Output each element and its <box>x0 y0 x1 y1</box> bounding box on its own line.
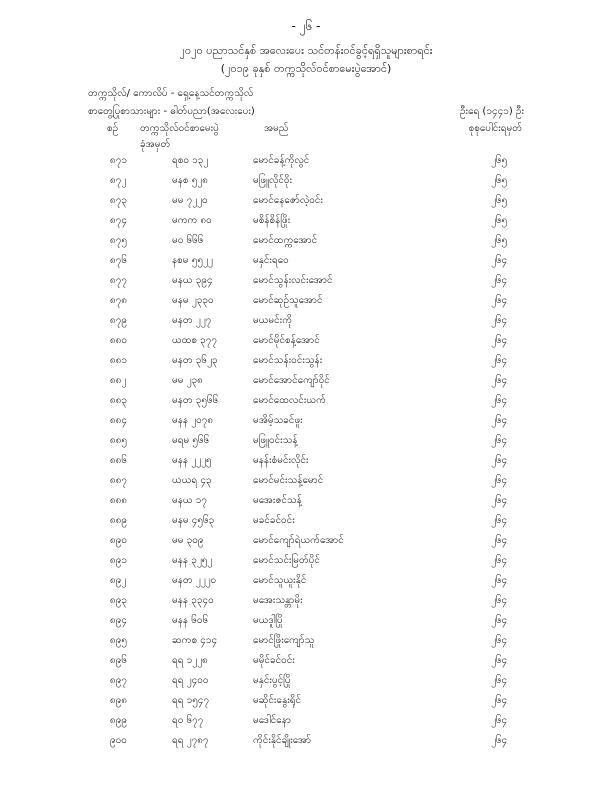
table-row <box>0 628 612 648</box>
total-marks: ၂၆၄ <box>491 395 508 406</box>
row-number: ၈၇၂ <box>110 175 127 186</box>
roll-number: မနမ ၄၅၆၃ <box>172 515 215 526</box>
total-marks: ၂၆၄ <box>491 415 508 426</box>
row-number: ၈၉၆ <box>110 655 127 666</box>
total-marks: ၂၆၅ <box>491 235 508 246</box>
row-number: ၈၉၉ <box>110 715 127 726</box>
total-marks: ၂၆၄ <box>491 575 508 586</box>
total-marks: ၂၆၄ <box>491 695 508 706</box>
table-row <box>0 348 612 368</box>
table-row <box>0 528 612 548</box>
row-number: ၈၇၄ <box>110 215 127 226</box>
student-name: မအေးဇင်သန့် <box>253 495 302 506</box>
student-name: မဖြူဝင်းသန့် <box>253 435 298 446</box>
total-marks: ၂၆၄ <box>491 655 508 666</box>
document-title: ၂၀၂၀ ပညာသင်နှစ် အလေးပေး သင်တန်းဝင်ခွင့်ရရှိသူများစာရင်း <box>179 44 433 57</box>
student-name: မအိမ့်သခင်ဖူး <box>253 415 303 426</box>
student-name: ကိုင်းနိုင်ချိုးအော် <box>253 735 312 746</box>
roll-number: မနန ၆၀၆ <box>172 615 209 626</box>
table-row <box>0 728 612 748</box>
student-name: မောင်ထက္ကအောင် <box>253 235 318 246</box>
total-marks: ၂၆၄ <box>491 295 508 306</box>
total-marks: ၂၆၄ <box>491 595 508 606</box>
row-number: ၈၉၀ <box>110 535 127 546</box>
row-number: ၉၀၀ <box>110 735 127 746</box>
row-number: ၈၉၃ <box>110 595 127 606</box>
total-marks: ၂၆၄ <box>491 435 508 446</box>
row-number: ၈၈၃ <box>110 395 128 406</box>
row-number: ၈၈၂ <box>110 375 127 386</box>
roll-number: မနယ ၃၉၄ <box>172 275 213 286</box>
row-number: ၈၈၄ <box>110 415 128 426</box>
student-name: မောင်နေဇော်လဲ့ဝင်း <box>253 195 323 206</box>
total-marks: ၂၆၄ <box>491 495 508 506</box>
table-row <box>0 568 612 588</box>
roll-number: မနတ ၃၅၆၆ <box>172 395 219 406</box>
student-name: မောင်ဖြိုးကျော်သူ <box>253 635 315 646</box>
center-label: စာတွေ့ပြုစာသားများ - ဓါတ်ပညာ(အလေးပေး) <box>88 106 255 117</box>
student-name: မဆိုင်းနွေးရိုင် <box>253 695 302 706</box>
student-name: မောင်သူယူးနိုင် <box>253 575 307 586</box>
total-marks: ၂၆၄ <box>491 255 508 266</box>
total-marks: ၂၆၄ <box>491 615 508 626</box>
roll-number: ယယရ ၄၃ <box>172 475 212 486</box>
student-name: မအေးသန္တာမိုး <box>253 595 303 606</box>
total-marks: ၂၆၄ <box>491 475 508 486</box>
total-marks: ၂၆၄ <box>491 735 508 746</box>
total-marks: ၂၆၄ <box>491 315 508 326</box>
roll-number: မနစ ၅၂၈ <box>172 175 208 186</box>
row-number: ၈၉၇ <box>110 675 127 686</box>
roll-number: မနတ ၂၂၇ <box>172 315 212 326</box>
student-name: မောင်မိုင်စန့်အောင် <box>253 335 320 346</box>
column-header-roll: တက္ကသိုလ်ဝင်စာမေးပွဲ <box>140 123 219 134</box>
student-name: မောင်သန်းဝင်းသွန်း <box>253 355 323 366</box>
total-marks: ၂၆၄ <box>491 335 508 346</box>
total-marks: ၂၆၅ <box>491 195 508 206</box>
total-marks: ၂၆၄ <box>491 375 508 386</box>
student-name: မောင်ထေလင်းယက် <box>253 395 326 406</box>
row-number: ၈၉၂ <box>110 575 127 586</box>
student-name: မနှင်းပွင့်ပြို <box>253 675 291 686</box>
row-number: ၈၇၅ <box>110 235 127 246</box>
roll-number: ရရ ၁၅၄၇ <box>172 695 210 706</box>
student-name: မမိုင်ခင်ဝင်း <box>253 655 295 666</box>
total-marks: ၂၆၄ <box>491 635 508 646</box>
student-name: မယမင်းကို <box>253 315 293 326</box>
total-marks: ၂၆၅ <box>491 175 508 186</box>
roll-number: မရမ ၅၆၆ <box>172 435 210 446</box>
roll-number: မမ ၇၂၂၀ <box>172 195 208 206</box>
student-name: မောင်သွန်းလင်းအောင် <box>253 275 333 286</box>
row-number: ၈၈၈ <box>110 495 128 506</box>
student-name: မောင်ကျော်ရဲယက်အောင် <box>253 535 344 546</box>
table-row <box>0 708 612 728</box>
table-row <box>0 488 612 508</box>
total-marks: ၂၆၄ <box>491 515 508 526</box>
table-row <box>0 688 612 708</box>
table-row <box>0 388 612 408</box>
student-name: မစိန်စိန်ဖြိုး <box>253 215 291 226</box>
roll-number: နစမ ၅၅၂၂ <box>172 255 213 266</box>
roll-number: ရရ ၁၂၂၈ <box>172 655 208 666</box>
student-name: မဖြူလိုင်ဝိုး <box>253 175 293 186</box>
table-row <box>0 308 612 328</box>
column-header-roll-line2: ခုံအမှတ် <box>140 139 171 150</box>
total-marks: ၂၆၄ <box>491 535 508 546</box>
table-row <box>0 268 612 288</box>
table-row <box>0 248 612 268</box>
table-row <box>0 228 612 248</box>
table-row <box>0 288 612 308</box>
table-row <box>0 448 612 468</box>
student-name: မနန်းစံမင်းလိုင်း <box>253 455 309 466</box>
student-name: မဒေါင်နော <box>253 715 291 726</box>
student-name: မခင်ခင်ဝင်း <box>253 515 295 526</box>
roll-number: မနန ၃၃၄၀ <box>172 595 214 606</box>
column-header-marks: စုစုပေါင်းရမှတ် <box>468 123 522 134</box>
subject-label: တက္ကသိုလ်/ ကောလိပ် - ရှေ့နေ့သင်တက္ကသိုလ် <box>88 88 254 99</box>
roll-number: မနန ၂၀၇၈ <box>172 415 214 426</box>
student-name: မောင်ဆုဉ်သူအောင် <box>253 295 323 306</box>
roll-number: ယထစ ၃၇၇ <box>172 335 218 346</box>
column-header-name: အမည် <box>264 123 289 134</box>
row-number: ၈၈၀ <box>110 335 128 346</box>
roll-number: မမ ၃၀၉ <box>172 535 204 546</box>
table-row <box>0 508 612 528</box>
total-marks: ၂၆၄ <box>491 555 508 566</box>
roll-number: မနယ ၁၇ <box>172 495 208 506</box>
roll-number: မမ ၂၃၈ <box>172 375 203 386</box>
row-number: ၈၈၅ <box>110 435 128 446</box>
student-name: မောင်သင်းမြတ်ပိုင် <box>253 555 320 566</box>
row-number: ၈၇၁ <box>110 155 127 166</box>
table-row <box>0 328 612 348</box>
roll-number: ရရ ၂၇၈၇ <box>172 735 209 746</box>
roll-number: ရစ၀ ၁၃၂ <box>172 155 209 166</box>
roll-number: ရ၀ ၆၇၇ <box>172 715 204 726</box>
table-row <box>0 208 612 228</box>
roll-number: ဆကစ ၄၁၄ <box>172 635 218 646</box>
table-row <box>0 608 612 628</box>
table-row <box>0 168 612 188</box>
column-header-no: စဉ် <box>107 123 119 134</box>
row-number: ၈၈၁ <box>110 355 128 366</box>
roll-number: မဝ ၆၆၆ <box>172 235 204 246</box>
student-name: မနှင်းရဝေ <box>253 255 289 266</box>
total-marks: ၂၆၄ <box>491 355 508 366</box>
total-marks: ၂၆၄ <box>491 715 508 726</box>
table-row <box>0 148 612 168</box>
row-number: ၈၉၅ <box>110 635 127 646</box>
page-number: - ၂၆ - <box>291 19 321 33</box>
row-number: ၈၉၈ <box>110 695 128 706</box>
document-subtitle: (၂၀၁၉ ခုနှစ် တက္ကသိုလ်ဝင်စာမေးပွဲအောင်) <box>220 62 392 75</box>
table-row <box>0 428 612 448</box>
row-number: ၈၈၇ <box>110 475 128 486</box>
total-marks: ၂၆၅ <box>491 155 508 166</box>
table-row <box>0 668 612 688</box>
total-marks: ၂၆၅ <box>491 215 508 226</box>
roll-number: မကက ၈၀ <box>172 215 212 226</box>
roll-number: မနန ၂၂၂၅ <box>172 455 212 466</box>
total-marks: ၂၆၄ <box>491 275 508 286</box>
student-name: မယဒူါပြို <box>253 615 283 626</box>
table-row <box>0 548 612 568</box>
roll-number: မနတ ၂၂၂၀ <box>172 575 217 586</box>
table-row <box>0 368 612 388</box>
roll-number: မနန ၃၂၅၂ <box>172 555 213 566</box>
row-number: ၈၇၆ <box>110 255 127 266</box>
table-row <box>0 588 612 608</box>
row-number: ၈၇၇ <box>110 275 127 286</box>
roll-number: မနမ ၂၃၃၀ <box>172 295 214 306</box>
student-name: မောင်မင်းသန့်မောင် <box>253 475 324 486</box>
table-row <box>0 188 612 208</box>
table-row <box>0 468 612 488</box>
row-number: ၈၈၆ <box>110 455 128 466</box>
table-row <box>0 648 612 668</box>
row-number: ၈၇၉ <box>110 315 127 326</box>
row-number: ၈၇၈ <box>110 295 128 306</box>
row-number: ၈၈၉ <box>110 515 128 526</box>
total-marks: ၂၆၄ <box>491 675 508 686</box>
table-row <box>0 408 612 428</box>
student-name: မောင်အောင်ကျော်ဝိုင် <box>253 375 330 386</box>
total-marks: ၂၆၄ <box>491 455 508 466</box>
student-name: မောင်ခန့်ကိုလွင် <box>253 155 310 166</box>
row-number: ၈၉၁ <box>110 555 127 566</box>
row-number: ၈၇၃ <box>110 195 127 206</box>
total-count: ဦးရေ (၁၄၄၁) ဦး <box>459 106 524 117</box>
row-number: ၈၉၄ <box>110 615 127 626</box>
roll-number: မနတ ၃၆၂၃ <box>172 355 218 366</box>
roll-number: ရရ ၂၄၀၀ <box>172 675 209 686</box>
results-table <box>0 148 612 748</box>
